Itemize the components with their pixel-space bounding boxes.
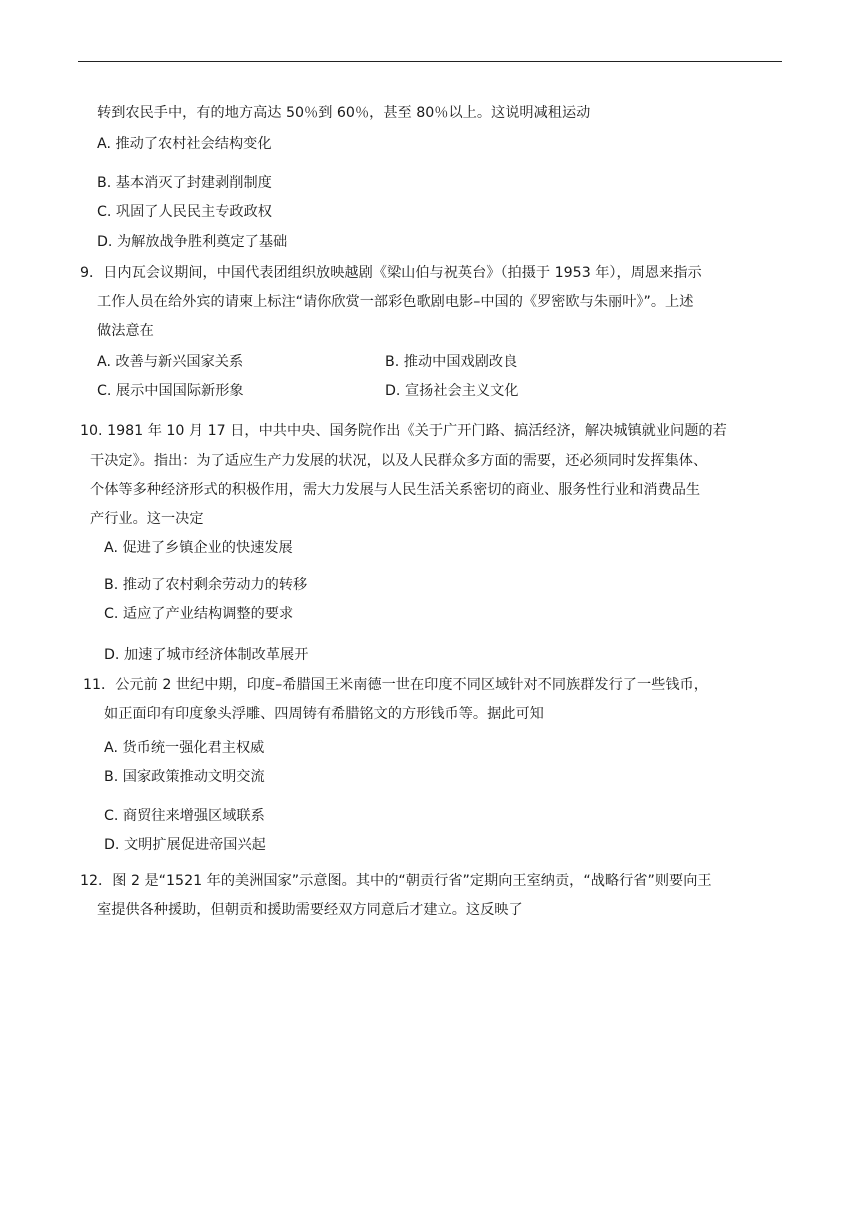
q10-option-b: B. 推动了农村剩余劳动力的转移 [104,577,308,593]
q10-stem-line-4: 产行业。这一决定 [90,511,204,527]
q8-option-d: D. 为解放战争胜利奠定了基础 [97,234,288,250]
q9-stem-line-1: 9．日内瓦会议期间，中国代表团组织放映越剧《梁山伯与祝英台》（拍摄于 1953 年），周恩来指示 [80,265,702,281]
q10-stem-line-1: 10. 1981 年 10 月 17 日，中共中央、国务院作出《关于广开门路、搞活经济，解决城镇就业问题的若 [80,423,727,439]
q11-stem-line-2: 如正面印有印度象头浮雕、四周铸有希腊铭文的方形钱币等。据此可知 [104,706,544,722]
q9-option-a: A. 改善与新兴国家关系 [97,354,244,370]
q12-stem-line-1: 12．图 2 是“1521 年的美洲国家”示意图。其中的“朝贡行省”定期向王室纳贡，“战略行省”则要向王 [80,873,712,889]
q11-option-a: A. 货币统一强化君主权威 [104,740,265,756]
q11-stem-line-1: 11．公元前 2 世纪中期，印度–希腊国王米南德一世在印度不同区域针对不同族群发行了一些钱币， [83,677,708,693]
q9-stem-line-2: 工作人员在给外宾的请柬上标注“请你欣赏一部彩色歌剧电影–中国的《罗密欧与朱丽叶》”。上述 [97,294,694,310]
q8-option-c: C. 巩固了人民民主专政政权 [97,204,272,220]
q10-option-a: A. 促进了乡镇企业的快速发展 [104,540,293,556]
q12-stem-line-2: 室提供各种援助，但朝贡和援助需要经双方同意后才建立。这反映了 [97,902,523,918]
q9-option-c: C. 展示中国国际新形象 [97,383,244,399]
q11-option-c: C. 商贸往来增强区域联系 [104,808,265,824]
q10-option-c: C. 适应了产业结构调整的要求 [104,606,294,622]
q11-option-d: D. 文明扩展促进帝国兴起 [104,837,266,853]
q8-option-b: B. 基本消灭了封建剥削制度 [97,175,272,191]
q9-option-d: D. 宣扬社会主义文化 [385,383,519,399]
q8-option-a: A. 推动了农村社会结构变化 [97,136,272,152]
header-rule [78,61,782,62]
q10-stem-line-3: 个体等多种经济形式的积极作用，需大力发展与人民生活关系密切的商业、服务性行业和消费品生 [90,482,701,498]
q9-stem-line-3: 做法意在 [97,323,154,339]
q8-tail-line: 转到农民手中，有的地方高达 50％到 60％，甚至 80％以上。这说明减租运动 [97,105,591,121]
q10-option-d: D. 加速了城市经济体制改革展开 [104,647,309,663]
q10-stem-line-2: 干决定》。指出：为了适应生产力发展的状况，以及人民群众多方面的需要，还必须同时发挥集体、 [90,453,708,469]
q9-option-b: B. 推动中国戏剧改良 [385,354,518,370]
q11-option-b: B. 国家政策推动文明交流 [104,769,265,785]
